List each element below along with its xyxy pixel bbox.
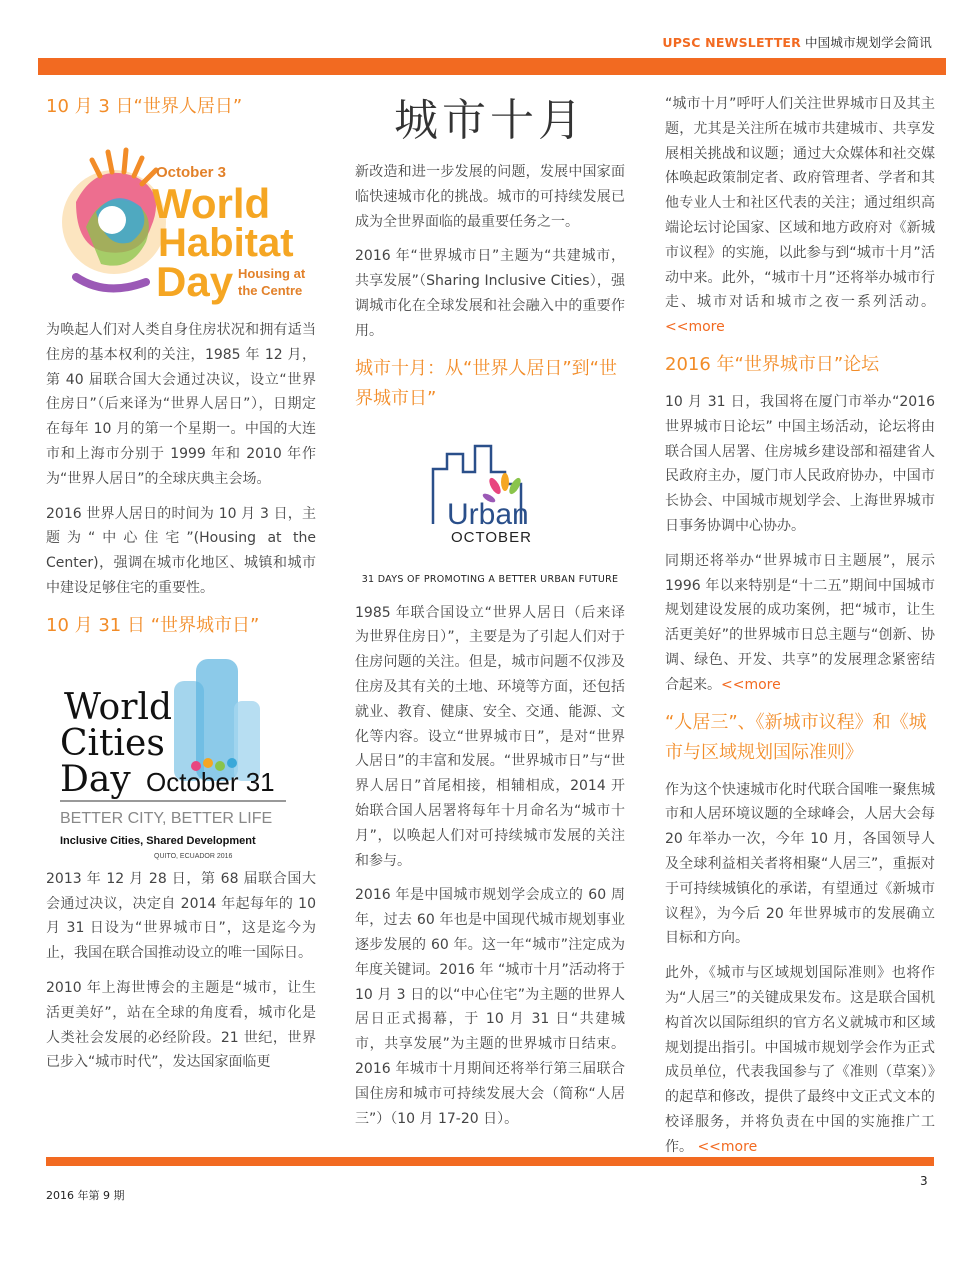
logo1-line5: Housing at [238,266,306,281]
heading-urban-october: 城市十月：从“世界人居日”到“世界城市日” [355,357,617,409]
logo1-line3: Habitat [158,221,294,265]
heading-habitat-iii: “人居三”、《新城市议程》和《城市与区域规划国际准则》 [665,711,927,763]
more-link[interactable]: <<more [721,676,781,693]
urban-october-caption: 31 DAYS OF PROMOTING A BETTER URBAN FUTURE [361,573,619,585]
issue-label: 2016 年第 9 期 [46,1189,125,1202]
paragraph: 2016 年“世界城市日”主题为“共建城市，共享发展”（Sharing Inclusive Cities），强调城市化在全球发展和社会融入中的重要作用。 [355,248,625,339]
paragraph: 新改造和进一步发展的问题，发展中国家面临快速城市化的挑战。城市的可持续发展已成为全世界面临的最重要任务之一。 [355,164,625,230]
column-middle [355,92,625,1141]
header-brand-cn: 中国城市规划学会简讯 [804,35,932,50]
heading-world-habitat-day: 10 月 3 日“世界人居日” [46,96,243,117]
top-accent-bar [38,58,946,75]
paragraph [665,549,935,698]
logo1-line2: World [152,180,271,227]
city-skyline-icon [174,659,260,781]
more-link[interactable]: <<more [665,319,725,336]
logo2-line6: Inclusive Cities, Shared Development [60,834,256,847]
logo-urban: Urban [447,497,529,531]
column-left [46,92,316,1085]
page-number: 3 [920,1174,928,1188]
heading-world-cities-day: 10 月 31 日 “世界城市日” [46,614,260,636]
habitat-swirl-icon [62,150,166,288]
header-brand-en: UPSC NEWSLETTER [662,35,801,50]
logo2-line4: October 31 [146,766,275,797]
paragraph: 2013 年 12 月 28 日，第 68 届联合国大会通过决议，决定自 2014 年起每年的 10 月 31 日设为“世界城市日”，这是迄今为止，我国在联合国推动设立的唯一国际日。 [46,870,316,962]
logo2-line2: Cities [60,722,165,764]
paragraph: 作为这个快速城市化时代联合国唯一聚焦城市和人居环境议题的全球峰会，人居大会每 20 年举办一次，今年 10 月，各国领导人及全球利益相关者将相聚“人居三”，重振对于可持续城镇化的承诺，有望通过《新城市议程》，为今后 20 年世界城市的发展确立目标和方向。 [665,781,935,947]
urban-october-logo [355,424,625,574]
logo1-line1: October 3 [156,164,227,181]
heading-world-cities-day-forum: 2016 年“世界城市日”论坛 [665,353,880,375]
paragraph: 10 月 31 日，我国将在厦门市举办“2016 世界城市日论坛” 中国主场活动，论坛将由联合国人居署、住房城乡建设部和福建省人民政府主办，厦门市人民政府协办，中国市长协会、中国城市规划学会、上海世界城市日事务协调中心协办。 [665,393,935,534]
page-title: 城市十月 [394,95,586,146]
paragraph: 2016 年是中国城市规划学会成立的 60 周年，过去 60 年也是中国现代城市规划事业逐步发展的 60 年。这一年“城市”注定成为年度关键词。2016 年 “城市十月”活动将于 10 月 3 日的以“中心住宅”为主题的世界人居日正式揭幕，于 10 月 31 日“共建城市，共享发展”为主题的世界城市日结束。2016 年城市十月期间还将举行第三届联合国住房和城市可持续发展大会（简称“人居三”）（10 月 17-20 日）。 [355,887,625,1127]
header-brand [662,33,932,51]
paragraph: 1985 年联合国设立“世界人居日（后来译为世界住房日）”，主要是为了引起人们对于住房问题的关注。但是，城市问题不仅涉及住房及其有关的土地、环境等方面，还包括就业、教育、健康、安全、交通、能源、文化等内容。设立“世界城市日”，是对“世界人居日”的丰富和发展。“世界城市日”与“世界人居日”首尾相接，相辅相成，2014 开始联合国人居署将每年十月命名为“城市十月”，以唤起人们对可持续城市发展的关注和参与。 [355,604,625,869]
world-cities-day-logo [46,651,306,861]
bottom-accent-bar [46,1157,934,1166]
column-right [665,92,935,1169]
paragraph-text: 同期还将举办“世界城市日主题展”，展示 1996 年以来特别是“十二五”期间中国城市规划建设发展的成功案例，把“城市，让生活更美好”的世界城市日总主题与“创新、协调、绿色、开发、共享”的发展理念紧密结合起来。 [665,552,935,693]
paragraph [665,961,935,1159]
more-link[interactable]: <<more [697,1138,758,1155]
world-habitat-day-logo [46,132,306,312]
logo2-line3: Day [60,758,131,800]
logo2-line5: BETTER CITY, BETTER LIFE [60,809,273,827]
logo2-line1: World [64,686,172,728]
paragraph-text: 此外，《城市与区域规划国际准则》也将作为“人居三”的关键成果发布。这是联合国机构首次以国际组织的官方名义就城市和区域规划提出指引。中国城市规划学会作为正式成员单位，代表我国参与了《准则（草案）》的起草和修改，提供了最终中文正式文本的校译服务，并将负责在中国的实施推广工作。 [665,965,935,1155]
logo2-line7: QUITO, ECUADOR 2016 [154,852,233,860]
paragraph [665,92,935,340]
logo1-line6: the Centre [238,283,303,298]
logo1-line4: Day [156,258,234,305]
paragraph: 为唤起人们对人类自身住房状况和拥有适当住房的基本权利的关注，1985 年 12 月，第 40 届联合国大会通过决议，设立“世界住房日”（后来译为“世界人居日”），日期定在每年 10 月的第一个星期一。中国的大连市和上海市分别于 1999 年和 2010 年作为“世界人居日”的全球庆典主会场。 [46,322,316,487]
paragraph-text: “城市十月”呼吁人们关注世界城市日及其主题，尤其是关注所在城市共建城市、共享发展相关挑战和议题；通过大众媒体和社交媒体唤起政策制定者、政府管理者、学者和其他专业人士和社区代表的关注；通过组织高端论坛讨论国家、区域和地方政府对《新城市议程》的实施，以此参与到“城市十月”活动中来。此外，“城市十月”还将举办城市行走、城市对话和城市之夜一系列活动。 [665,96,935,311]
logo-october: OCTOBER [451,528,532,546]
paragraph: 2016 世界人居日的时间为 10 月 3 日，主题为“中心住宅”(Housing at the Center)，强调在城市化地区、城镇和城市中建设足够住宅的重要性。 [46,505,316,596]
paragraph: 2010 年上海世博会的主题是“城市，让生活更美好”，站在全球的角度看，城市化是人类社会发展的必经阶段。21 世纪，世界已步入“城市时代”，发达国家面临更 [46,979,316,1071]
